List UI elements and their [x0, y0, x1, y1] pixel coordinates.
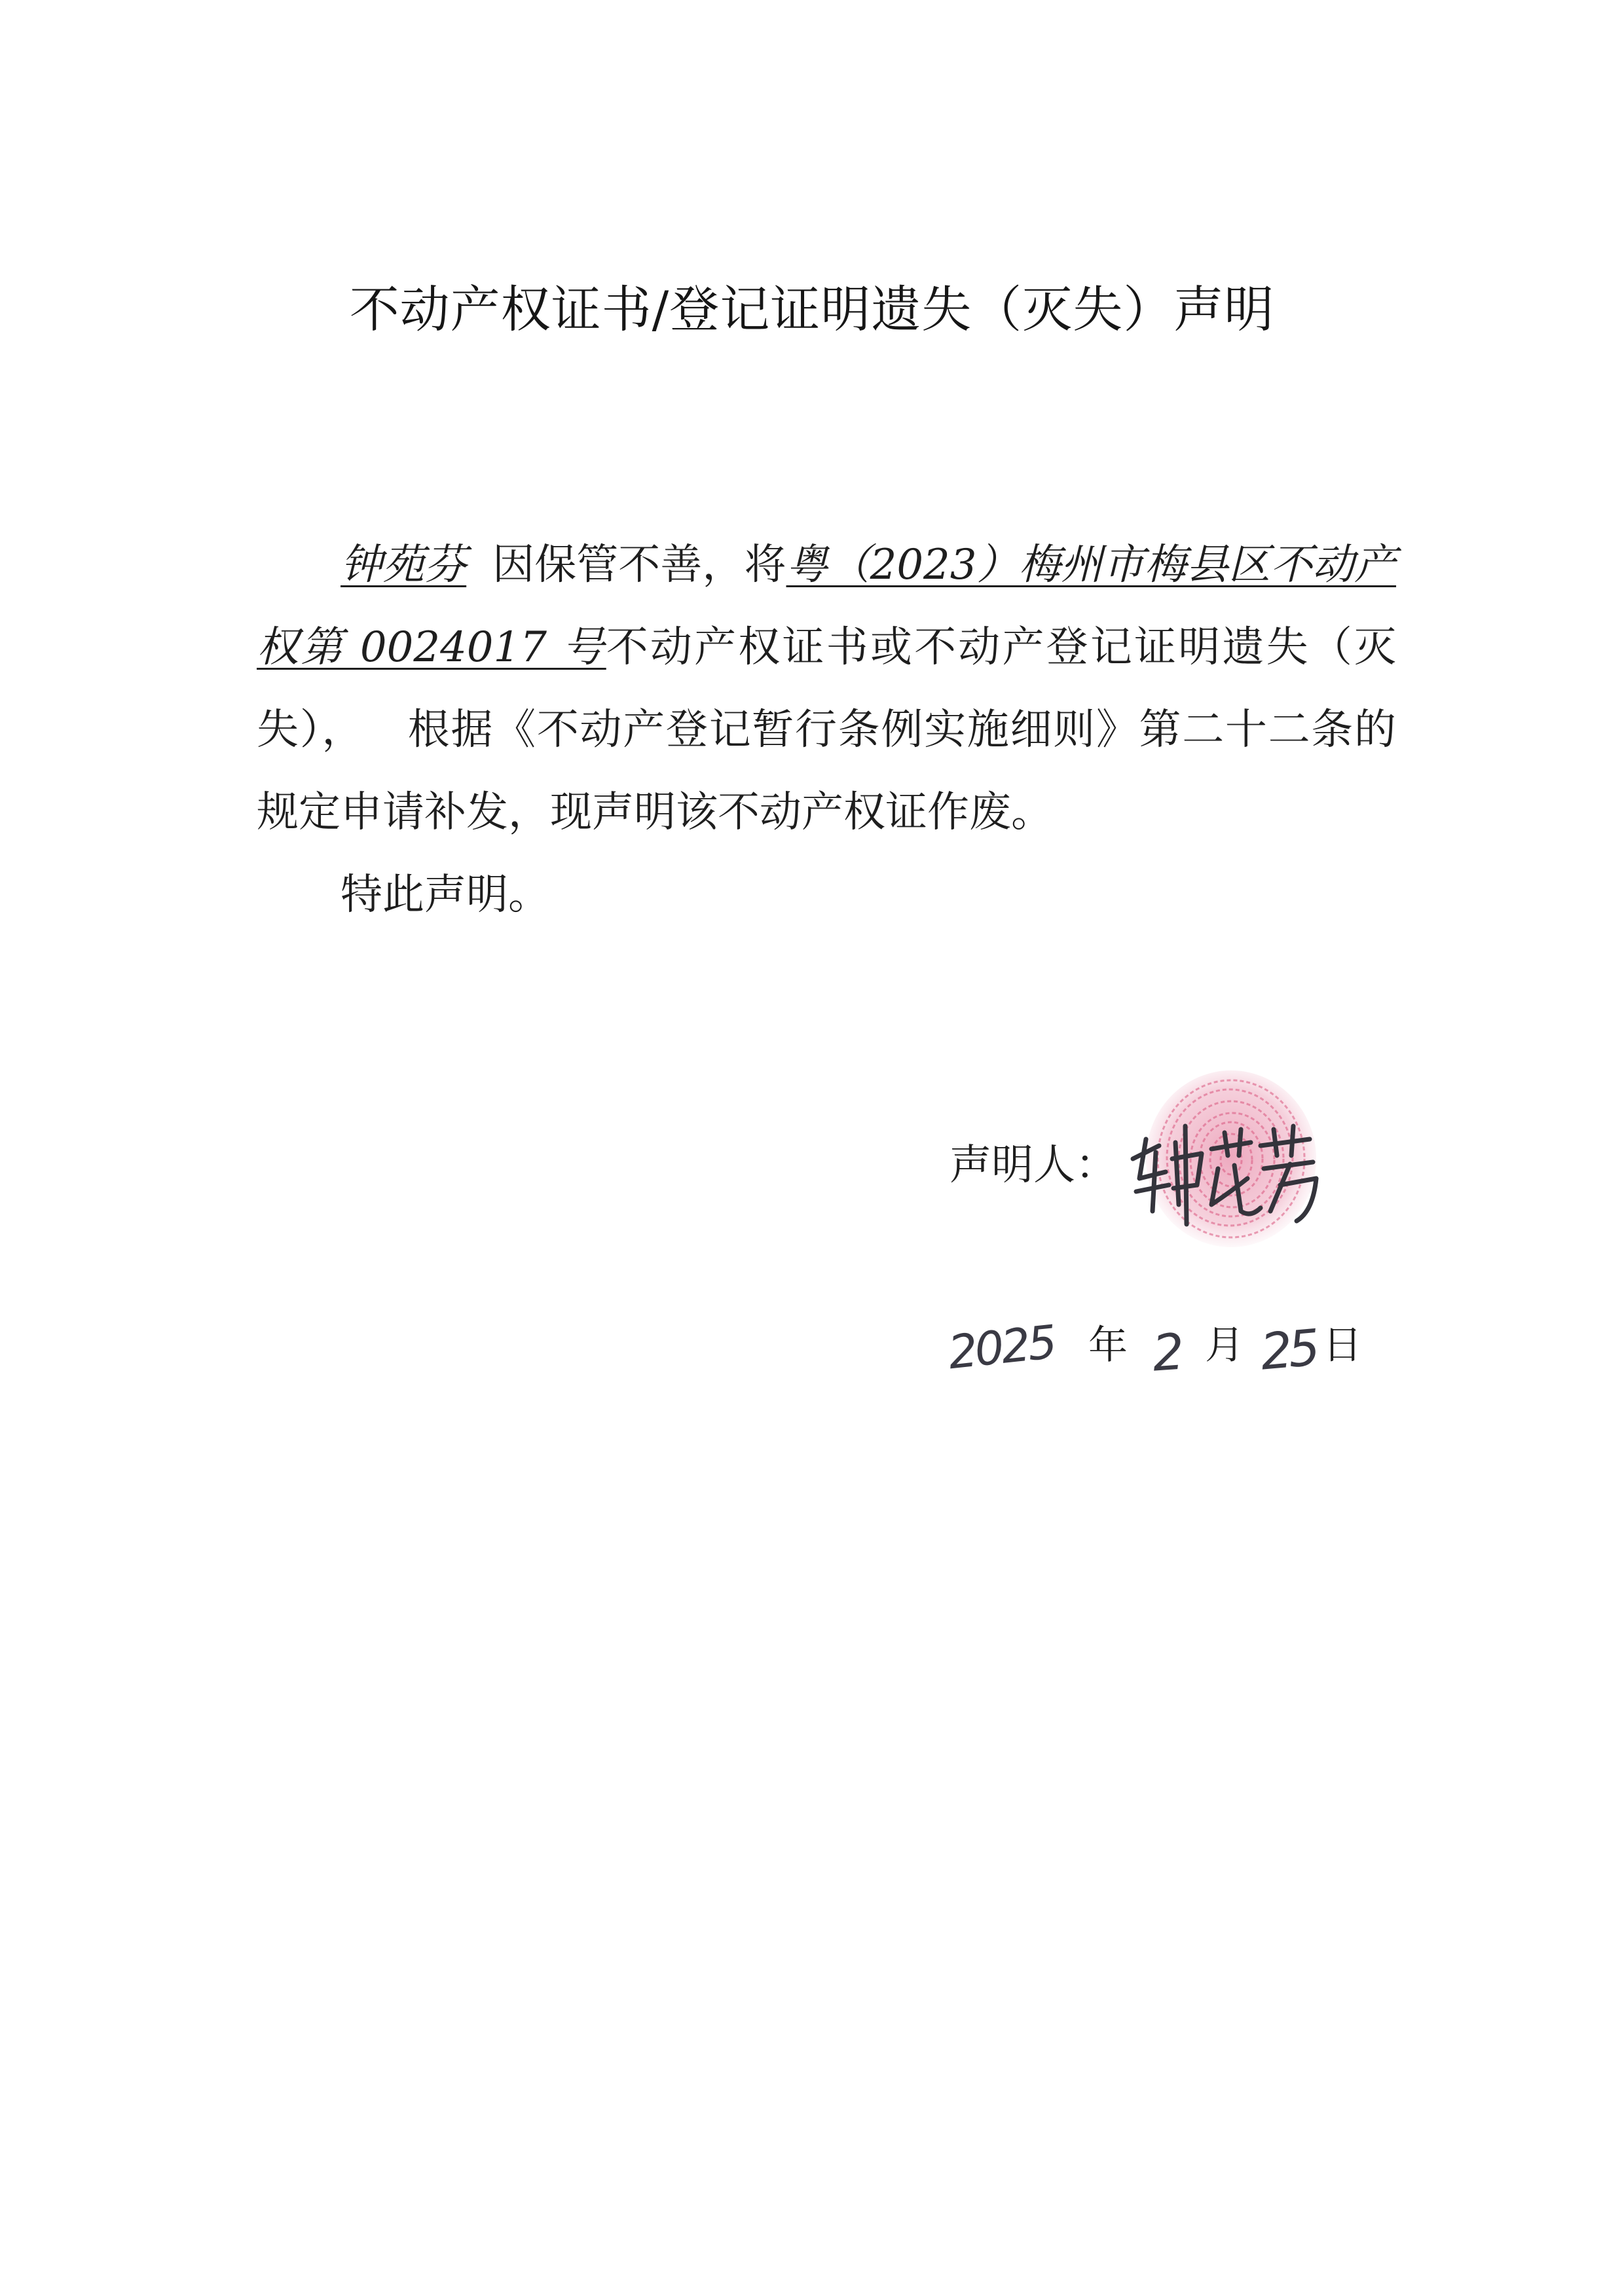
statement-text-3: 根据《不动产登记暂行条例实施细则》第二十二条的规定申请补发，现声明该不动产权证作废。: [257, 706, 1396, 837]
certificate-number: 粤（2023）梅州市梅县区不动产权第 0024017 号: [257, 541, 1397, 672]
declarant-name: 钟苑芬: [341, 541, 467, 589]
signature-date: [936, 1306, 1395, 1391]
statement-text-2: 不动产权证书或不动产登记证明遗失（灭失），: [257, 623, 1397, 754]
date-year: 2025: [946, 1315, 1057, 1380]
date-day: 25: [1258, 1318, 1319, 1381]
signer-label: 声明人：: [950, 1141, 1117, 1190]
date-month: 2: [1150, 1322, 1187, 1383]
date-month-unit: 月: [1205, 1322, 1244, 1368]
closing-line: 特此声明。: [341, 871, 550, 919]
handwritten-signature: [1120, 1080, 1329, 1250]
date-year-unit: 年: [1088, 1322, 1128, 1368]
statement-body: [257, 524, 1396, 936]
statement-paragraph: [257, 524, 1396, 854]
document-title: 不动产权证书/登记证明遗失（灭失）声明: [349, 280, 1275, 338]
statement-text-1: 因保管不善，将: [492, 541, 786, 589]
date-day-unit: 日: [1323, 1322, 1362, 1368]
